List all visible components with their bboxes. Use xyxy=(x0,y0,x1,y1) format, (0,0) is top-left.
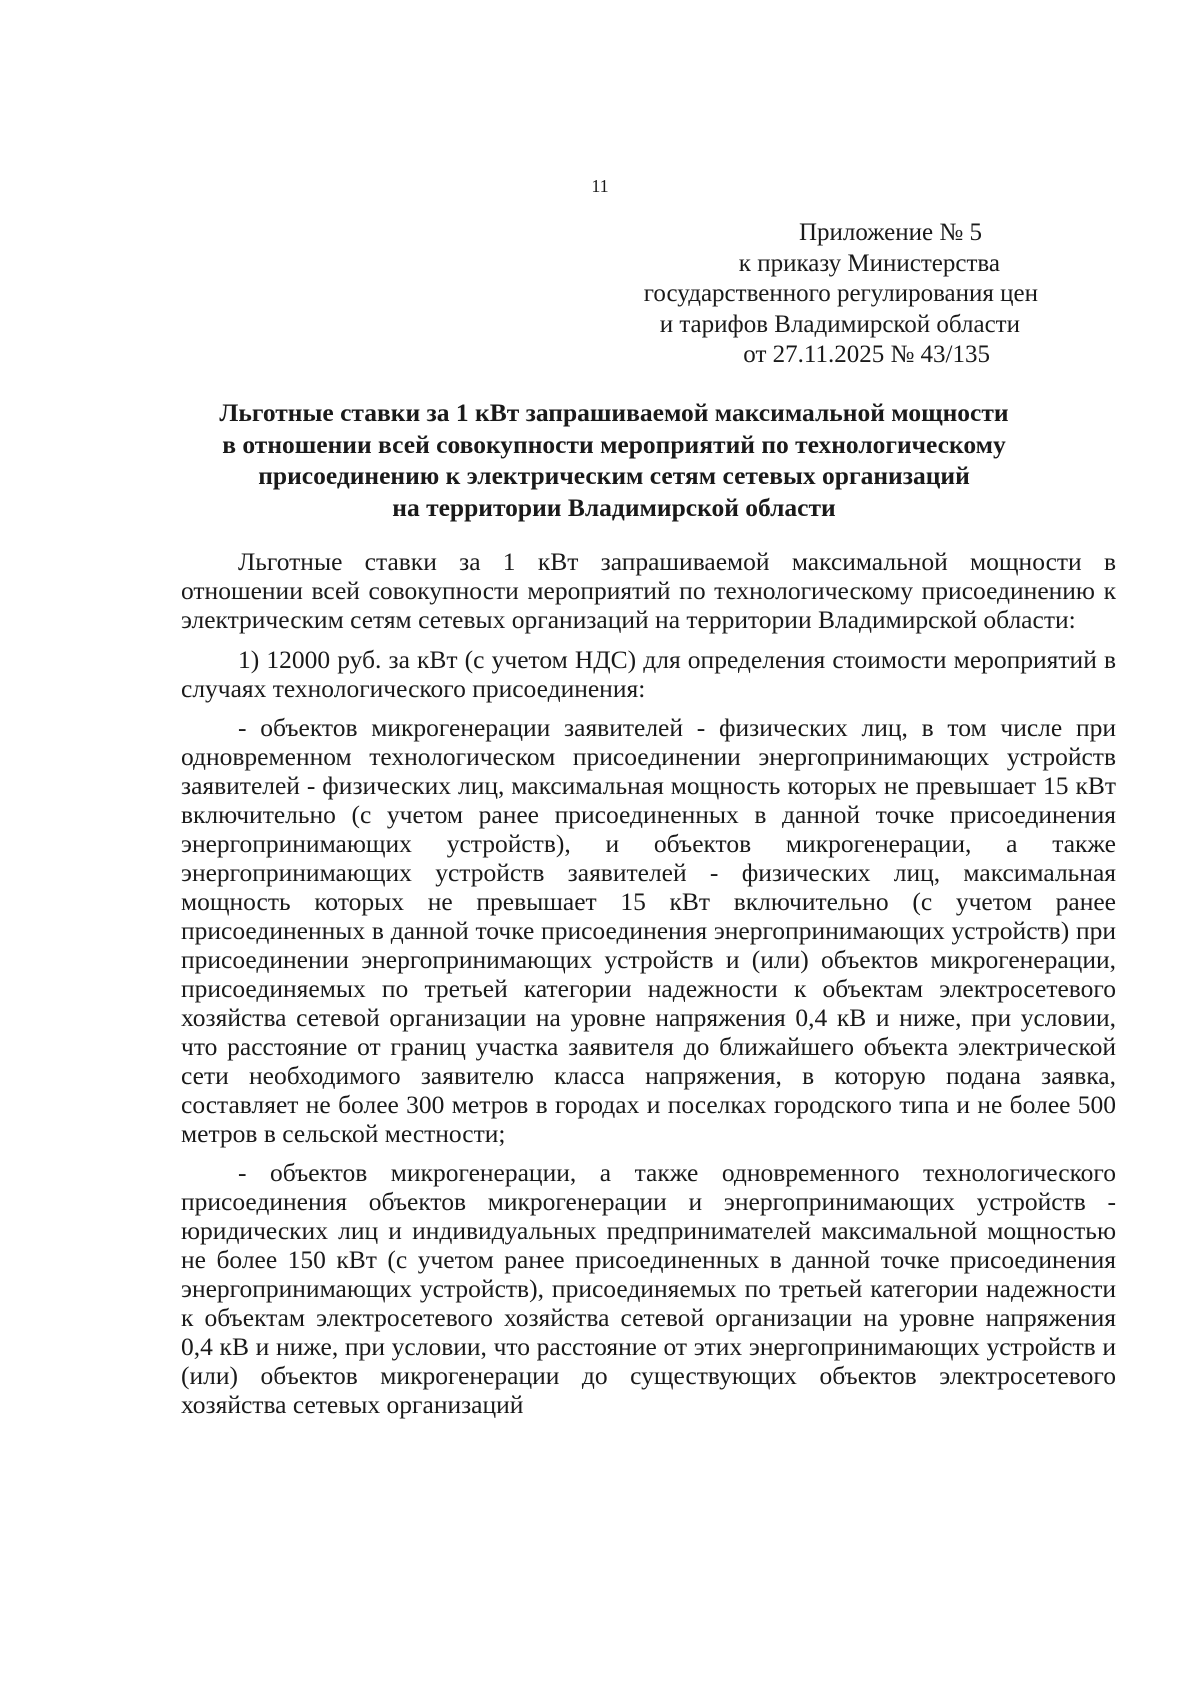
document-title xyxy=(180,397,1048,523)
title-line: Льготные ставки за 1 кВт запрашиваемой максимальной мощности xyxy=(219,398,1009,427)
appendix-header xyxy=(618,218,1038,371)
appendix-line: и тарифов Владимирской области xyxy=(659,310,1020,338)
bullet-paragraph-1: - объектов микрогенерации заявителей - физических лиц, в том числе при одновременном технологическом присоединении энергопринимающих устройств заявителей - физических лиц, максимальная мощность которых не превышает 15 кВт включительно (с учетом ранее присоединенных в данной точке присоединения энергопринимающих устройств), и объектов микрогенерации, а также энергопринимающих устройств заявителей - физических лиц, максимальная мощность которых не превышает 15 кВт включительно (с учетом ранее присоединенных в данной точке присоединения энергопринимающих устройств) при присоединении энергопринимающих устройств и (или) объектов микрогенерации, присоединяемых по третьей категории надежности к объектам электросетевого хозяйства сетевой организации на уровне напряжения 0,4 кВ и ниже, при условии, что расстояние от границ участка заявителя до ближайшего объекта электрической сети необходимого заявителю класса напряжения, в которую подана заявка, составляет не более 300 метров в городах и поселках городского типа и не более 500 метров в сельской местности; xyxy=(181,713,1116,1148)
item-1-paragraph: 1) 12000 руб. за кВт (с учетом НДС) для определения стоимости мероприятий в случаях технологического присоединения: xyxy=(181,645,1116,703)
appendix-line: от 27.11.2025 № 43/135 xyxy=(743,341,990,368)
title-line: на территории Владимирской области xyxy=(392,492,836,522)
bullet-paragraph-2: - объектов микрогенерации, а также одновременного технологического присоединения объектов микрогенерации и энергопринимающих устройств - юридических лиц и индивидуальных предпринимателей максимальной мощностью не более 150 кВт (с учетом ранее присоединенных в данной точке присоединения энергопринимающих устройств), присоединяемых по третьей категории надежности к объектам электросетевого хозяйства сетевой организации на уровне напряжения 0,4 кВ и ниже, при условии, что расстояние от этих энергопринимающих устройств и (или) объектов микрогенерации до существующих объектов электросетевого хозяйства сетевых организаций xyxy=(181,1158,1116,1419)
appendix-line: государственного регулирования цен xyxy=(643,280,1038,307)
document-body xyxy=(181,547,1116,1429)
page-number: 11 xyxy=(591,176,609,196)
intro-paragraph: Льготные ставки за 1 кВт запрашиваемой максимальной мощности в отношении всей совокупности мероприятий по технологическому присоединению к электрическим сетям сетевых организаций на территории Владимирской области: xyxy=(181,547,1116,634)
title-line: в отношении всей совокупности мероприятий по технологическому xyxy=(222,429,1006,459)
title-line: присоединению к электрическим сетям сетевых организаций xyxy=(258,461,970,490)
appendix-line: Приложение № 5 xyxy=(798,219,982,246)
appendix-line: к приказу Министерства xyxy=(738,249,1000,277)
